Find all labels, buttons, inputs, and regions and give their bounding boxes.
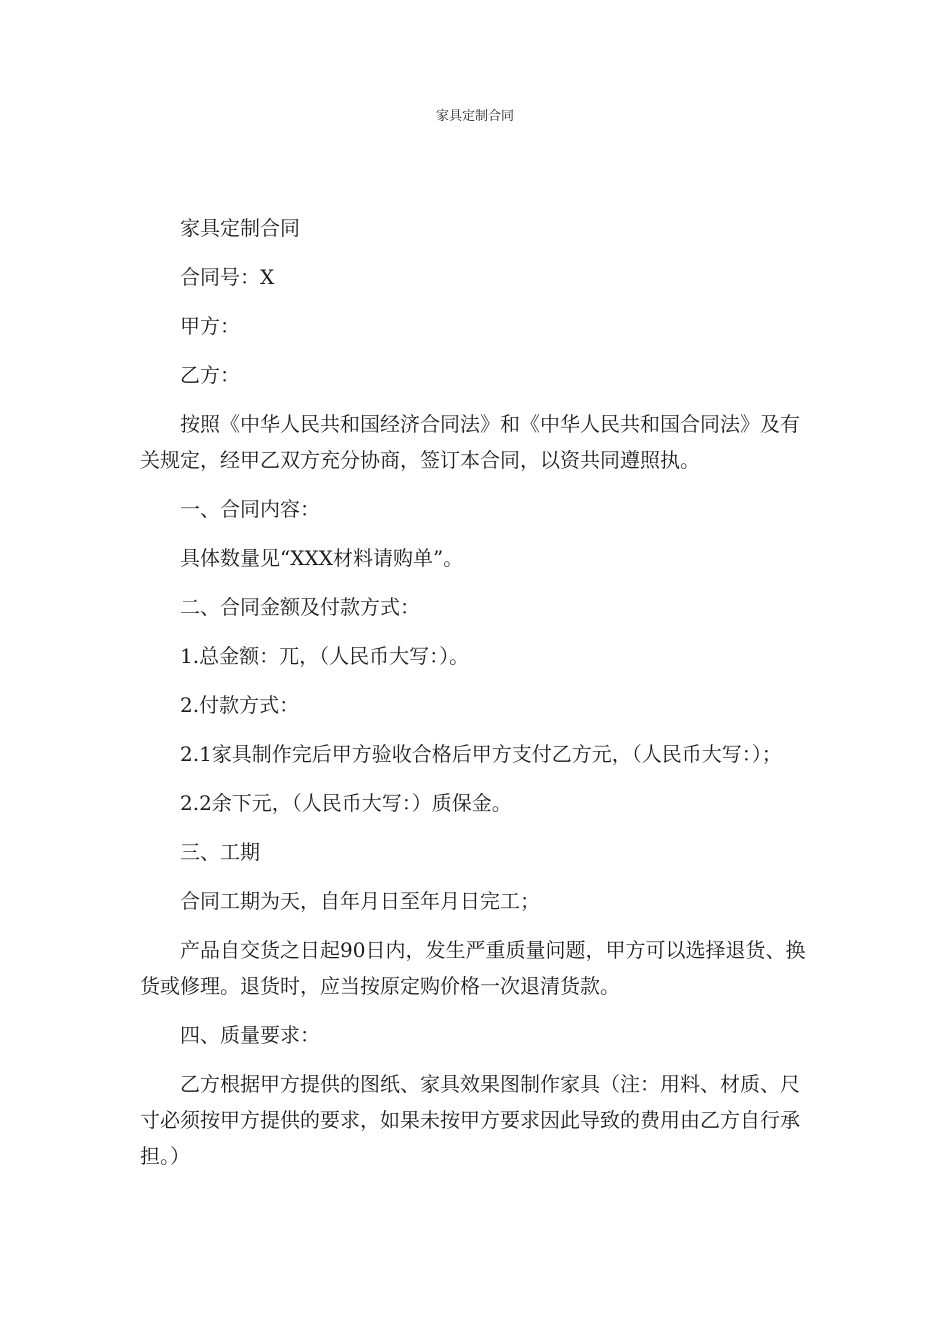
schedule-paragraph: 合同工期为天，自年月日至年月日完工； [180, 889, 540, 913]
contract-number: 合同号：X [180, 265, 275, 289]
total-amount-paragraph: 1.总金额：兀，（人民币大写：）。 [180, 644, 470, 668]
quality-paragraph: 乙方根据甲方提供的图纸、家具效果图制作家具（注：用料、材质、尺寸必须按甲方提供的要求，如果未按甲方要求因此导致的费用由乙方自行承担。） [140, 1072, 800, 1168]
payment-method-heading: 2.付款方式： [180, 693, 300, 717]
content-paragraph: 具体数量见“XXX材料请购单”。 [180, 546, 464, 570]
document-title: 家具定制合同 [180, 216, 300, 240]
party-b: 乙方： [180, 363, 240, 387]
document-body [140, 210, 815, 1187]
section-heading-4: 四、质量要求： [180, 1023, 320, 1047]
section-heading-2: 二、合同金额及付款方式： [180, 595, 420, 619]
warranty-paragraph: 产品自交货之日起90日内，发生严重质量问题，甲方可以选择退货、换货或修理。退货时，应当按原定购价格一次退清货款。 [140, 938, 806, 998]
payment-clause-2-1: 2.1家具制作完后甲方验收合格后甲方支付乙方元，（人民币大写：）； [180, 742, 782, 766]
section-heading-1: 一、合同内容： [180, 497, 320, 521]
preamble-paragraph: 按照《中华人民共和国经济合同法》和《中华人民共和国合同法》及有关规定，经甲乙双方充分协商，签订本合同，以资共同遵照执。 [140, 412, 800, 472]
section-heading-3: 三、工期 [180, 840, 260, 864]
party-a: 甲方： [180, 314, 240, 338]
payment-clause-2-2: 2.2余下元，（人民币大写：）质保金。 [180, 791, 512, 815]
page-header: 家具定制合同 [435, 109, 514, 124]
